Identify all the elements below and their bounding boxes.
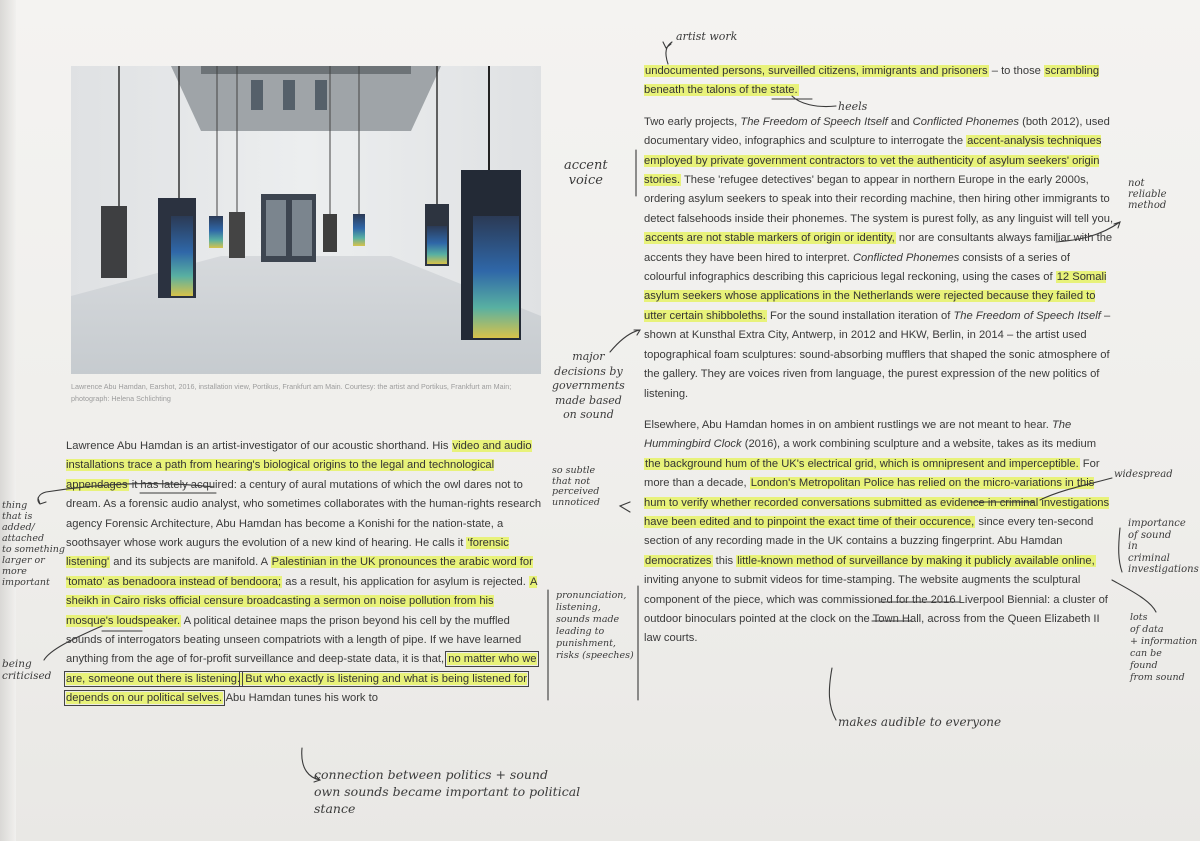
text-run: For more than a decade, <box>644 457 1100 490</box>
highlight: A sheikh in Cairo risks official censure broadcasting a sermon on noise pollution from his mosque's loudspeaker. <box>66 575 538 627</box>
highlight: accent-analysis techniques employed by private government contractors to vet the authenticity of asylum seekers' origin stories. <box>644 135 1102 187</box>
highlight: scrambling beneath the talons of the state. <box>644 65 1100 97</box>
paragraph <box>66 437 544 709</box>
note-being-criticised: being criticised <box>2 658 52 682</box>
note-importance-sound: importance of sound in criminal investigations <box>1128 518 1199 575</box>
italic-title: The Freedom of Speech Itself <box>953 309 1101 322</box>
arrow-lots-of-data <box>1112 580 1156 612</box>
text-run: Two early projects, <box>644 115 741 128</box>
italic-title: Conflicted Phonemes <box>852 251 960 264</box>
note-connection: connection between politics + sound own sounds became important to political stance <box>314 767 581 816</box>
note-widespread: widespread <box>1114 469 1173 480</box>
text-run: Elsewhere, Abu Hamdan homes in on ambient rustlings we are not meant to hear. <box>644 418 1052 431</box>
arrow-so-subtle <box>620 502 630 512</box>
text-run: – to those <box>988 65 1044 77</box>
highlight: 'forensic listening' <box>66 537 509 569</box>
paragraph-gap <box>644 101 1114 113</box>
text-run: since every ten-second section of any recording made in the UK contains a buzzing fingerprint. Abu Hamdan <box>644 515 1094 548</box>
text-run: inviting anyone to submit videos for time-stamping. The website augments the sculptural component of the piece, which was commissioned for the 2016 Liverpool Biennial: a cluster of outdoor binoculars pointed at the clock on the Town Hall, across from the Queen Elizabeth II law courts. <box>644 574 1108 645</box>
paragraph <box>644 62 1114 101</box>
text-run: For the sound installation iteration of <box>766 309 954 322</box>
italic-title: Conflicted Phonemes <box>912 115 1019 128</box>
note-major-decisions: major decisions by governments made based on sound <box>552 350 625 421</box>
page-edge <box>0 0 16 841</box>
note-thing-added: thing that is added/ attached to something larger or more important <box>2 500 65 588</box>
text-run: nor are consultants always familiar with the accents they have been hired to interpret. <box>644 232 1113 264</box>
italic-title: The Freedom of Speech Itself <box>740 115 888 128</box>
note-so-subtle: so subtle that not perceived unnoticed <box>552 465 600 508</box>
paragraph <box>644 113 1114 404</box>
arrow-makes-audible <box>829 668 836 720</box>
note-not-reliable: not reliable method <box>1128 178 1167 211</box>
arrow-major-decisions <box>610 330 640 352</box>
text-run: Abu Hamdan tunes his work to <box>223 692 378 705</box>
highlight: the background hum of the UK's electrical grid, which is omnipresent and imperceptible. <box>645 457 1079 470</box>
left-column-text <box>66 437 544 709</box>
highlight: Palestinian in the UK pronounces the arabic word for 'tomato' as benadoora instead of bendoora; <box>66 556 533 588</box>
note-makes-audible: makes audible to everyone <box>838 715 1002 729</box>
right-column-text <box>644 62 1114 649</box>
boxed-highlight: But who exactly is listening and what is being listened for depends on our political selves. <box>66 672 527 705</box>
text-run: – shown at Kunsthal Extra City, Antwerp, in 2012 and HKW, Berlin, in 2014 – the artist used topographical foam sculptures: sound-absorbing mufflers that shaped the sonic atmosphere of the gallery. They are voices riven from language, the purest expression of the new politics of listening. <box>644 309 1111 400</box>
note-heels: heels <box>838 100 868 113</box>
text-run: These 'refugee detectives' began to appear in northern Europe in the early 2000s, ordering asylum seekers to speak into their recording machine, then hiring other immigrants to detect falsehoods inside their phonemes. The system is purest folly, as any linguist will tell you, <box>644 174 1114 225</box>
boxed-highlight: no matter who we are, someone out there is listening. <box>66 653 537 685</box>
text-run: consists of a series of colourful infographics describing this capricious legal reckoning, using the cases of <box>644 251 1070 284</box>
paragraph <box>644 416 1114 649</box>
bracket-criminal <box>1119 528 1122 572</box>
note-lots-of-data: lots of data + information can be found from sound <box>1130 612 1198 683</box>
arrow-artist-work <box>663 42 672 64</box>
text-run: this <box>712 554 737 567</box>
text-run: (2016), a work combining sculpture and a website, takes as its medium <box>741 438 1097 451</box>
installation-photo <box>71 66 541 374</box>
highlight: undocumented persons, surveilled citizens, immigrants and prisoners <box>645 65 988 77</box>
text-run: and <box>887 115 913 128</box>
highlight: video and audio installations trace a path from hearing's biological origins to the legal and technological appendages <box>66 440 532 491</box>
italic-title: The Hummingbird Clock <box>644 418 1072 451</box>
highlight: 12 Somali asylum seekers whose applications in the Netherlands were rejected because they failed to utter certain shibboleths. <box>644 271 1107 322</box>
text-run: A political detainee maps the prison beyond his cell by the muffled sounds of interrogators beating unseen compatriots with a length of pipe. If we have learned anything from the age of for-profit surveillance and deep-state data, it is that, <box>66 614 522 666</box>
highlight: London's Metropolitan Police has relied on the micro-variations in this hum to verify whether recorded conversations submitted as evidence in criminal investigations have been edited and to pinpoint the exact time of their occurence, <box>644 477 1110 528</box>
photo-caption: Lawrence Abu Hamdan, Earshot, 2016, installation view, Portikus, Frankfurt am Main. Courtesy: the artist and Portikus, Frankfurt am Main; photograph: Helena Schlichting <box>71 382 512 403</box>
text-run: as a result, his application for asylum is rejected. <box>282 575 529 588</box>
highlight: democratizes <box>645 554 712 567</box>
paragraph-gap <box>644 404 1114 416</box>
text-run: it has lately acquired: a century of aural mutations of which the owl dares not to dream. As a forensic audio analyst, who sometimes collaborates with the human-rights research agency Forensic Architecture, Abu Hamdan has become a Konishi for the nation-state, a soothsayer whose work augurs the evolution of a new kind of hearing. He calls it <box>66 478 542 550</box>
highlight: little-known method of surveillance by making it publicly available online, <box>737 554 1095 567</box>
text-run: (both 2012), used documentary video, infographics and sculpture to interrogate the <box>644 115 1110 148</box>
text-run: Lawrence Abu Hamdan is an artist-investigator of our acoustic shorthand. His <box>66 440 452 452</box>
text-run: and its subjects are manifold. A <box>110 556 271 569</box>
note-pronunciation: pronunciation, listening, sounds made leading to punishment, risks (speeches) <box>556 590 634 661</box>
note-accent-voice: accent voice <box>564 158 608 188</box>
highlight: accents are not stable markers of origin or identity, <box>645 232 895 245</box>
note-artist-work: artist work <box>676 30 738 43</box>
